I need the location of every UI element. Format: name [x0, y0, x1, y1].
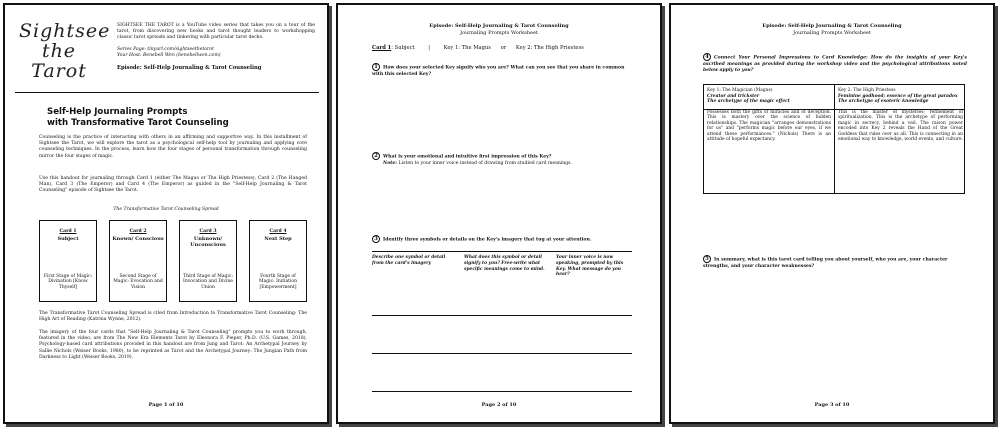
paragraph-citation: The Transformative Tarot Counseling Spread is cited from Introduction to Transformative Tarot Counseling: The High Art of Reading (Katrina Wynne, 2012). [39, 311, 307, 323]
question-5: 5 In summary, what is this tarot card telling you about yourself, who you are, your character strengths, and your character weaknesses? [703, 256, 948, 269]
question-2: 2 What is your emotional and intuitive first impression of this Key? Note: Listen to your inner voice instead of drawing from studied card meanings. [372, 152, 634, 167]
spread-title: The Transformative Tarot Counseling Spread [113, 207, 219, 212]
question-3: 3 Identify three symbols or details on the Key's imagery that tug at your attention. [372, 235, 634, 244]
host-line: Your Host: Benebell Wen (benebellwen.com) [117, 52, 221, 58]
page-number: Page 2 of 10 [481, 402, 517, 408]
series-page: Series Page: tinyurl.com/sightseethetarot [117, 46, 214, 52]
paragraph-counseling: Counseling is the practice of interacting with others in an affirming and supportive way. In this installment of Sightsee the Tarot, we will explore the tarot as a psychological self-help tool by journaling and applying core counseling techniques. In the process, learn how the four stages of personal transformation through counseling mirror the four stages of magic. [39, 135, 307, 159]
key-attributions-table [703, 84, 965, 194]
episode-title: Episode: Self-Help Journaling & Tarot Counseling [117, 65, 262, 72]
table-top-rule [372, 251, 632, 252]
paragraph-usage: Use this handout for journaling through Card 1 (either The Magus or The High Priestess), Card 2 (The Hanged Man), Card 3 (The Emperor) and Card 4 (The Emperor) as guided in the "Self-Help Journaling & Tarot Counseling" episode of Sightsee the Tarot. [39, 176, 307, 194]
col-meaning: What does this symbol or detail signify to you? Free-write what specific meanings come to mind. [464, 255, 545, 272]
key-2-cell: Key 2: The High Priestess Feminine godhood; essence of the great paradox The archetype of esoteric knowledge This is the master of mysteries; refinement of spiritualization. This is the archetype of performing magic in secrecy, behind a veil. The raison power encoded into Key 2 reveals the Hand of the Great Goddess that rules over us all. This is connecting in an emotional way to knowledge, world events, and culture. [838, 88, 963, 142]
worksheet-header: Episode: Self-Help Journaling & Tarot Counseling Journaling Prompts Worksheet [429, 23, 569, 36]
question-4: 4 Connect Your Personal Impressions to Card Knowledge: How do the insights of your Key's ascribed meanings as provided during the workshop video and the psychological attributions noted below apply to you? [703, 54, 967, 73]
paragraph-imagery: The imagery of the four cards that "Self-Help Journaling & Tarot Counseling" prompts you to work through, featured in the video, are from The New Era Elements Tarot by Eleonora F. Pieper, Ph.D. (U.S. Games, 2018). Psychology-based card attributions provided in this handout are from Jung and Tarot: An Archetypal Journey by Sallie Nichols (Weiser Books, 1980), to be reprinted as Tarot and the Archetypal Journey: The Jungian Path from Darkness to Light (Weiser Books, 2019). [39, 330, 307, 360]
divider [15, 92, 319, 93]
key-2-option: Key 2: The High Priestess [515, 45, 584, 51]
worksheet-header: Episode: Self-Help Journaling & Tarot Counseling Journaling Prompts Worksheet [762, 23, 902, 36]
card-2: Card 2 Known/ Conscious Second Stage of Magic: Evocation and Vision [109, 220, 167, 302]
card-select-line: Card 1: Subject | Key 1: The Magus or Key 2: The High Priestess [372, 45, 584, 51]
page-1 [3, 3, 329, 424]
key-1-option: Key 1: The Magus [443, 45, 491, 51]
sightsee-the-tarot-logo: Sightsee the Tarot [19, 20, 111, 82]
key-1-cell: Key 1: The Magician (Magus) Creator and trickster The archetype of the magic effect Possesses both the gifts of miracles and of deception. This is mastery over the science of hidden relationships. The magician "arranges demonstrations for us" and "performs magic before our eyes, if we attend these performances." (Nichols) There is an attitude of hopeful expectancy. [707, 88, 831, 142]
col-symbol: Describe one symbol or detail from the card's imagery [372, 255, 446, 266]
card-1: Card 1 Subject First Stage of Magic: Divination [Know Thyself] [39, 220, 97, 302]
page-2 [336, 3, 662, 424]
card-4: Card 4 Next Step Fourth Stage of Magic: Initiation [Empowerment] [249, 220, 307, 302]
question-1: 1 How does your selected Key signify who you are? What can you see that you share in common with this selected Key? [372, 64, 625, 77]
spread-cards [39, 220, 307, 302]
col-message: Your inner voice is now speaking, prompted by this Key. What message do you hear? [556, 255, 624, 278]
answer-line-2[interactable] [372, 353, 632, 354]
answer-line-1[interactable] [372, 315, 632, 316]
page-3 [669, 3, 995, 424]
intro-block [117, 23, 315, 72]
card-3: Card 3 Unknown/ Unconscious Third Stage of Magic: Invocation and Divine Union [179, 220, 237, 302]
page-number: Page 1 of 10 [148, 402, 184, 408]
page-number: Page 3 of 10 [814, 402, 850, 408]
answer-line-3[interactable] [372, 391, 632, 392]
intro-text: SIGHTSEE THE TAROT is a YouTube video series that takes you on a tour of the tarot, from discovering new books and tarot thought leaders to workshopping classic tarot spreads and tinkering with particular tarot decks. [117, 23, 315, 41]
page-title: Self-Help Journaling Prompts with Transformative Tarot Counseling [47, 107, 229, 128]
